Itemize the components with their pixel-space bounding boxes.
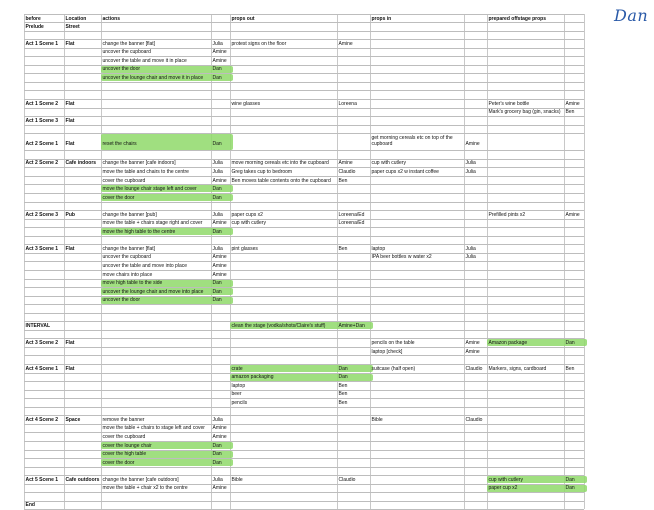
cell-location: Pub — [65, 211, 75, 218]
cell-props-out: protest signs on the floor — [231, 40, 287, 47]
cell-action-who: Julia — [212, 245, 223, 252]
cell-before: Act 2 Scene 2 — [25, 160, 59, 167]
cell-action-who: Amine — [212, 425, 227, 432]
grid-row-line — [24, 125, 584, 126]
cell-action: cover the high table — [102, 451, 147, 458]
cell-action-who: Amine — [212, 485, 227, 492]
cell-action: move the table + chair x2 to the centre — [102, 485, 188, 492]
cell-offstage-who: Amine — [565, 211, 580, 218]
cue-sheet-table — [24, 14, 584, 509]
cell-location: Street — [65, 23, 80, 30]
cell-props-out-who: Dan — [338, 365, 348, 372]
cell-offstage-prop: Peter's wine bottle — [488, 100, 530, 107]
cell-props-in: cup with cutlery — [371, 160, 406, 167]
cell-offstage-who: Dan — [565, 485, 575, 492]
cell-action-who: Dan — [212, 451, 222, 458]
cell-props-out: pint glasses — [231, 245, 258, 252]
cell-action: change the banner [pub] — [102, 211, 157, 218]
cell-props-out-who: Amine — [338, 160, 353, 167]
cell-action-who: Dan — [212, 194, 222, 201]
cell-action: change the banner [cafe indoors] — [102, 160, 176, 167]
cell-offstage-prop: Prefilled pints x2 — [488, 211, 526, 218]
cell-action-who: Amine — [212, 49, 227, 56]
cell-action-who: Amine — [212, 263, 227, 269]
header-before: before — [25, 15, 41, 22]
cell-action-who: Julia — [212, 476, 223, 483]
cell-offstage-who: Dan — [565, 476, 575, 483]
cell-location: Flat — [65, 245, 75, 252]
cell-action: cover the lounge chair — [102, 442, 152, 449]
cell-before: Act 3 Scene 2 — [25, 339, 59, 346]
cell-action: cover the door — [102, 194, 135, 201]
cell-props-out: paper cups x2 — [231, 211, 263, 218]
highlighter-mark — [230, 365, 373, 372]
cell-before: Act 1 Scene 2 — [25, 100, 59, 107]
cell-offstage-prop: Amazon package — [488, 339, 528, 346]
cell-offstage-who: Dan — [565, 339, 575, 346]
grid-row-line — [24, 116, 584, 117]
grid-row-line — [24, 467, 584, 468]
cell-before: Act 2 Scene 1 — [25, 140, 59, 147]
cell-props-in-who: Julia — [465, 245, 476, 252]
cell-before: Act 2 Scene 3 — [25, 211, 59, 218]
cell-props-out: Ben moves table contents onto the cupboard — [231, 177, 331, 184]
header-props-out: props out — [231, 15, 255, 22]
cell-before: INTERVAL — [25, 322, 51, 329]
cell-props-out: pencils — [231, 399, 248, 406]
cell-action: cover the cupboard — [102, 434, 146, 440]
cell-props-in: IPA beer bottles w water x2 — [371, 254, 432, 261]
cell-action-who: Julia — [212, 416, 223, 423]
cell-action-who: Dan — [212, 280, 222, 287]
grid-row-line — [24, 407, 584, 408]
cell-props-out: move morning cereals etc into the cupboard — [231, 160, 329, 167]
cell-action-who: Dan — [212, 66, 222, 73]
cell-props-in-who: Amine — [465, 140, 480, 147]
handwritten-signature: Dan — [614, 6, 649, 25]
cell-props-in: Bible — [371, 416, 383, 423]
cell-offstage-prop: paper cup x2 — [488, 485, 518, 492]
cell-offstage-prop: cup with cutlery — [488, 476, 523, 483]
grid-row-line — [24, 150, 584, 151]
cell-props-in-who: Claudio — [465, 416, 483, 423]
cell-location: Flat — [65, 117, 75, 124]
cell-props-in: laptop — [371, 245, 386, 252]
cell-action-who: Dan — [212, 459, 222, 466]
cell-before: Act 3 Scene 1 — [25, 245, 59, 252]
cell-props-out-who: Ben — [338, 391, 348, 398]
cell-action-who: Dan — [212, 186, 222, 193]
cell-props-out-who: Amine — [338, 40, 353, 47]
cell-location: Flat — [65, 140, 75, 147]
header-offstage-prop: prepared offstage props — [488, 15, 547, 22]
cell-props-out-who: Claudio — [338, 476, 356, 483]
cell-before: Act 1 Scene 1 — [25, 40, 59, 47]
cell-action: cover the cupboard — [102, 177, 146, 184]
cell-action: move chairs into place — [102, 271, 153, 278]
grid-row-line — [24, 355, 584, 356]
cell-action: change the banner [flat] — [102, 40, 156, 47]
cell-action-who: Amine — [212, 220, 227, 227]
header-location: Location — [65, 15, 87, 22]
cell-props-out: Greg takes cup to bedroom — [231, 168, 293, 175]
cell-props-out: beer — [231, 391, 242, 398]
cell-before: End — [25, 502, 35, 509]
grid-row-line — [24, 236, 584, 237]
cell-location: Flat — [65, 40, 75, 47]
cell-props-out-who: Dan — [338, 374, 348, 381]
cell-before: Act 4 Scene 2 — [25, 416, 59, 423]
grid-row-line — [24, 202, 584, 203]
header-action: actions — [102, 15, 121, 22]
cell-action-who: Amine — [212, 254, 227, 261]
cell-props-out-who: Ben — [338, 177, 348, 184]
cell-action: uncover the cupboard — [102, 254, 151, 261]
cell-action: move the table and chairs to the centre — [102, 168, 189, 175]
cell-action: uncover the cupboard — [102, 49, 151, 56]
cell-location: Flat — [65, 339, 75, 346]
cell-action: move the lounge chair stage left and cover — [102, 186, 197, 193]
cell-props-in: paper cups x2 w instant coffee — [371, 168, 439, 175]
cell-action: remove the banner — [102, 416, 145, 423]
cell-props-out-who: Claudio — [338, 168, 356, 175]
header-props-in: props in — [371, 15, 392, 22]
cell-props-in: get morning cereals etc on top of the cupboard — [371, 134, 453, 147]
cell-props-in-who: Julia — [465, 160, 476, 167]
cell-action-who: Dan — [212, 297, 222, 304]
cell-action-who: Dan — [212, 228, 222, 235]
cell-location: Cafe indoors — [65, 160, 97, 167]
cell-before: Act 4 Scene 1 — [25, 365, 59, 372]
grid-row-line — [24, 501, 584, 502]
cell-action: uncover the door — [102, 297, 141, 304]
grid-row-line — [24, 82, 584, 83]
grid-row-line — [24, 31, 584, 32]
cell-action-who: Amine — [212, 57, 227, 64]
cell-action: uncover the table and move into place — [102, 263, 187, 269]
cell-action: uncover the lounge chair and move into place — [102, 288, 204, 295]
grid-row-line — [24, 398, 584, 399]
cell-props-out: wine glasses — [231, 100, 261, 107]
cell-action-who: Julia — [212, 40, 223, 47]
cell-props-out-who: Loreena — [338, 100, 357, 107]
cell-action-who: Dan — [212, 74, 222, 81]
cell-action-who: Dan — [212, 442, 222, 449]
cell-action: uncover the table and move it in place — [102, 57, 187, 64]
cell-action: uncover the door — [102, 66, 141, 73]
grid-row-line — [24, 330, 584, 331]
grid-row-line — [24, 304, 584, 305]
cell-action-who: Julia — [212, 211, 223, 218]
cell-location: Flat — [65, 100, 75, 107]
cell-props-out: clean the stage (vodka/shots/Claire's stuff) — [231, 322, 326, 329]
cell-props-out-who: Loreena/Ed — [338, 211, 365, 218]
cell-props-in-who: Claudio — [465, 365, 483, 372]
cell-props-in: laptop [check] — [371, 348, 403, 355]
grid-row-line — [24, 381, 584, 382]
grid-column-line — [584, 14, 585, 509]
cell-action: change the banner [cafe outdoors] — [102, 476, 179, 483]
cell-action-who: Amine — [212, 177, 227, 184]
grid-row-line — [24, 347, 584, 348]
cell-location: Space — [65, 416, 81, 423]
cell-action: change the banner [flat] — [102, 245, 156, 252]
grid-row-line — [24, 313, 584, 314]
cell-action: move the high table to the centre — [102, 228, 176, 235]
cell-props-in: pencils on the table — [371, 339, 415, 346]
cell-action-who: Amine — [212, 434, 227, 440]
cell-props-out-who: Ben — [338, 399, 348, 406]
grid-row-line — [24, 22, 584, 23]
cell-offstage-who: Ben — [565, 365, 575, 372]
grid-row-line — [24, 90, 584, 91]
cell-action-who: Amine — [212, 271, 227, 278]
cell-props-in-who: Julia — [465, 168, 476, 175]
cell-props-in-who: Julia — [465, 254, 476, 261]
cell-props-in-who: Amine — [465, 339, 480, 346]
cell-props-out-who: Amine+Dan — [338, 322, 365, 329]
grid-row-line — [24, 390, 584, 391]
cell-props-out: Bible — [231, 476, 243, 483]
cell-action-who: Julia — [212, 168, 223, 175]
cell-before: Prelude — [25, 23, 44, 30]
cell-action: move high table to the side — [102, 280, 163, 287]
cell-offstage-who: Ben — [565, 109, 575, 116]
cell-action: uncover the lounge chair and move it in place — [102, 74, 204, 81]
cell-location: Cafe outdoors — [65, 476, 100, 483]
cell-props-out-who: Ben — [338, 245, 348, 252]
cell-action: cover the door — [102, 459, 135, 466]
cell-offstage-prop: Mark's grocery bag (gin, snacks) — [488, 109, 561, 116]
cell-props-out: laptop — [231, 382, 246, 389]
cell-action-who: Dan — [212, 140, 222, 147]
cell-offstage-prop: Markers, signs, cardboard — [488, 365, 547, 372]
cell-action: reset the chairs — [102, 140, 137, 147]
cell-action: move the table + chairs stage right and cover — [102, 220, 203, 227]
cell-action-who: Julia — [212, 160, 223, 167]
cell-before: Act 5 Scene 1 — [25, 476, 59, 483]
cell-action: move the table + chairs to stage left and cover — [102, 425, 205, 432]
cell-props-out-who: Ben — [338, 382, 348, 389]
grid-row-line — [24, 492, 584, 493]
cell-location: Flat — [65, 365, 75, 372]
cell-props-out: amazon packaging — [231, 374, 274, 381]
cell-props-in: suitcase (half open) — [371, 365, 416, 372]
cell-props-in-who: Amine — [465, 348, 480, 355]
cell-before: Act 1 Scene 3 — [25, 117, 59, 124]
cell-props-out-who: Loreena/Ed — [338, 220, 365, 227]
cell-action-who: Dan — [212, 288, 222, 295]
cell-offstage-who: Amine — [565, 100, 580, 107]
cell-props-out: cup with cutlery — [231, 220, 266, 227]
cell-props-out: crate — [231, 365, 243, 372]
